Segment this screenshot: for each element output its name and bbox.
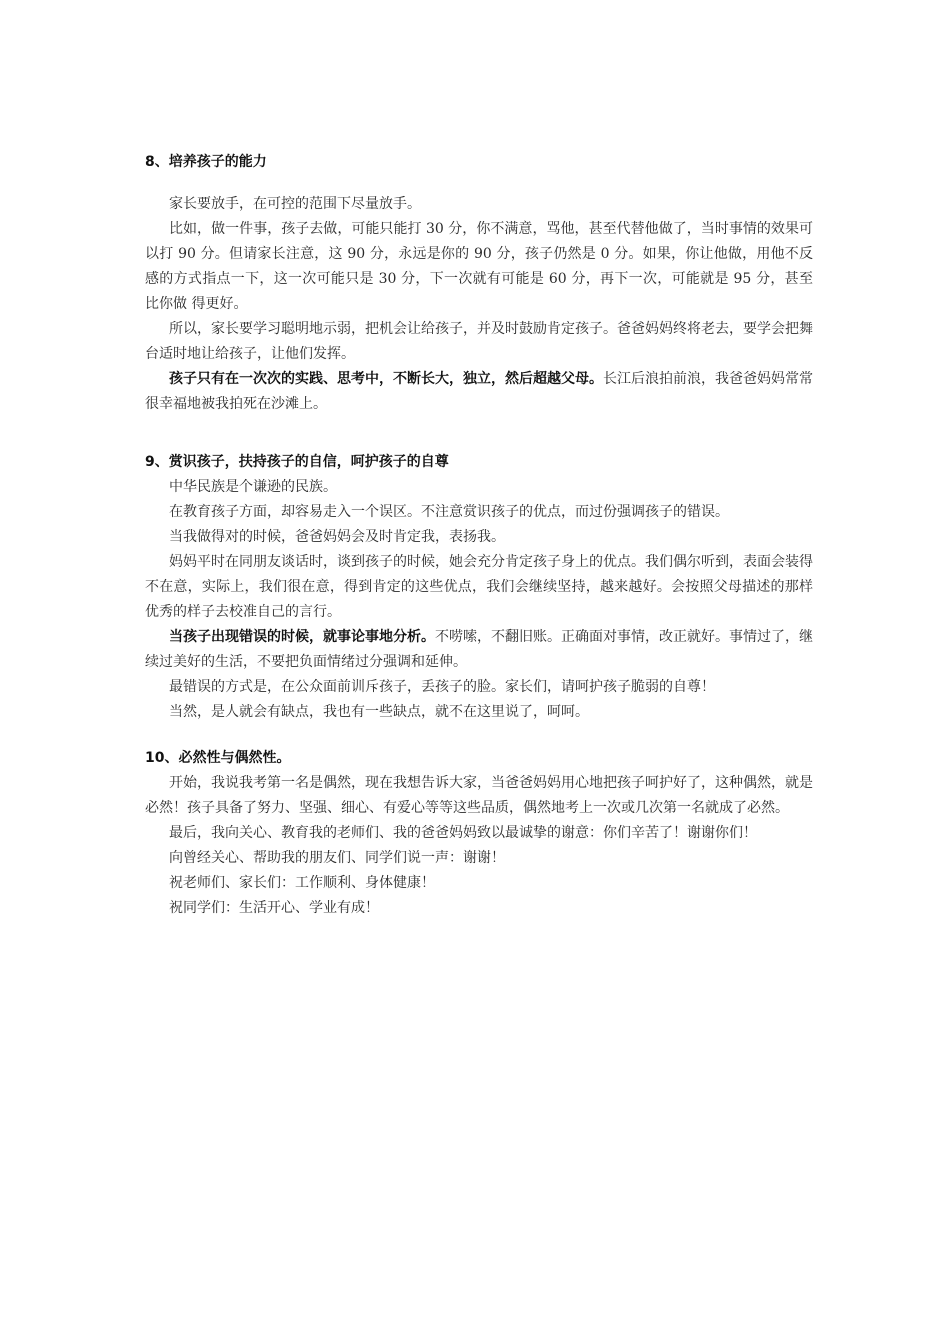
paragraph-text: 祝同学们：生活开心、学业有成！ bbox=[169, 900, 379, 916]
paragraph bbox=[145, 871, 813, 896]
paragraph-text: 最错误的方式是，在公众面前训斥孩子，丢孩子的脸。家长们，请呵护孩子脆弱的自尊！ bbox=[169, 679, 715, 695]
paragraph bbox=[145, 771, 813, 821]
paragraph-text: 最后，我向关心、教育我的老师们、我的爸爸妈妈致以最诚挚的谢意：你们辛苦了！谢谢你们！ bbox=[169, 825, 757, 841]
section-9 bbox=[145, 450, 813, 725]
section-8 bbox=[145, 150, 813, 417]
paragraph-text: 不唠嗦，不翻旧账。正确面对事情，改正就好。事情过了，继续过美好的生活，不要把负面情绪过分强调和延伸。 bbox=[145, 629, 813, 670]
paragraph-text: 中华民族是个谦逊的民族。 bbox=[169, 479, 337, 495]
paragraph-text: 当我做得对的时候，爸爸妈妈会及时肯定我，表扬我。 bbox=[169, 529, 505, 545]
paragraph-text: 在教育孩子方面，却容易走入一个误区。不注意赏识孩子的优点，而过份强调孩子的错误。 bbox=[169, 504, 729, 520]
paragraph-text: 妈妈平时在同朋友谈话时，谈到孩子的时候，她会充分肯定孩子身上的优点。我们偶尔听到，表面会装得不在意，实际上，我们很在意，得到肯定的这些优点，我们会继续坚持，越来越好。会按照父母描述的那样优秀的样子去校准自己的言行。 bbox=[145, 554, 813, 620]
paragraph bbox=[145, 367, 813, 417]
paragraph bbox=[145, 217, 813, 317]
section-heading: 9、赏识孩子，扶持孩子的自信，呵护孩子的自尊 bbox=[145, 454, 449, 470]
paragraph bbox=[145, 896, 813, 921]
paragraph bbox=[145, 500, 813, 525]
paragraph bbox=[145, 525, 813, 550]
paragraph-text: 开始，我说我考第一名是偶然，现在我想告诉大家，当爸爸妈妈用心地把孩子呵护好了，这种偶然，就是必然！孩子具备了努力、坚强、细心、有爱心等等这些品质，偶然地考上一次或几次第一名就成了必然。 bbox=[145, 775, 813, 816]
paragraph bbox=[145, 550, 813, 625]
paragraph-text: 所以，家长要学习聪明地示弱，把机会让给孩子，并及时鼓励肯定孩子。爸爸妈妈终将老去，要学会把舞台适时地让给孩子，让他们发挥。 bbox=[145, 321, 813, 362]
emphasis-text: 孩子只有在一次次的实践、思考中，不断长大，独立，然后超越父母。 bbox=[169, 371, 603, 387]
paragraph-text: 长江后浪拍前浪，我爸爸妈妈常常很幸福地被我拍死在沙滩上。 bbox=[145, 371, 813, 412]
emphasis-text: 当孩子出现错误的时候，就事论事地分析。 bbox=[169, 629, 435, 645]
paragraph-text: 比如，做一件事，孩子去做，可能只能打 30 分，你不满意，骂他，甚至代替他做了，当时事情的效果可以打 90 分。但请家长注意，这 90 分，永远是你的 90 分，孩子仍然是 0 分。如果，你让他做，用他不反感的方式指点一下，这一次可能只是 30 分，下一次就有可能是 60 分，再下一次，可能就是 95 分，甚至比你做 得更好。 bbox=[145, 221, 813, 312]
paragraph bbox=[145, 675, 813, 700]
paragraph-text: 祝老师们、家长们：工作顺利、身体健康！ bbox=[169, 875, 435, 891]
paragraph-text: 家长要放手，在可控的范围下尽量放手。 bbox=[169, 196, 421, 212]
section-heading: 8、培养孩子的能力 bbox=[145, 154, 267, 170]
paragraph bbox=[145, 475, 813, 500]
section-heading: 10、必然性与偶然性。 bbox=[145, 750, 291, 766]
paragraph bbox=[145, 846, 813, 871]
section-10 bbox=[145, 746, 813, 921]
paragraph-text: 向曾经关心、帮助我的朋友们、同学们说一声：谢谢！ bbox=[169, 850, 505, 866]
paragraph-text: 当然，是人就会有缺点，我也有一些缺点，就不在这里说了，呵呵。 bbox=[169, 704, 589, 720]
paragraph bbox=[145, 700, 813, 725]
paragraph bbox=[145, 192, 813, 217]
paragraph bbox=[145, 625, 813, 675]
spacer bbox=[145, 175, 813, 192]
paragraph bbox=[145, 317, 813, 367]
paragraph bbox=[145, 821, 813, 846]
